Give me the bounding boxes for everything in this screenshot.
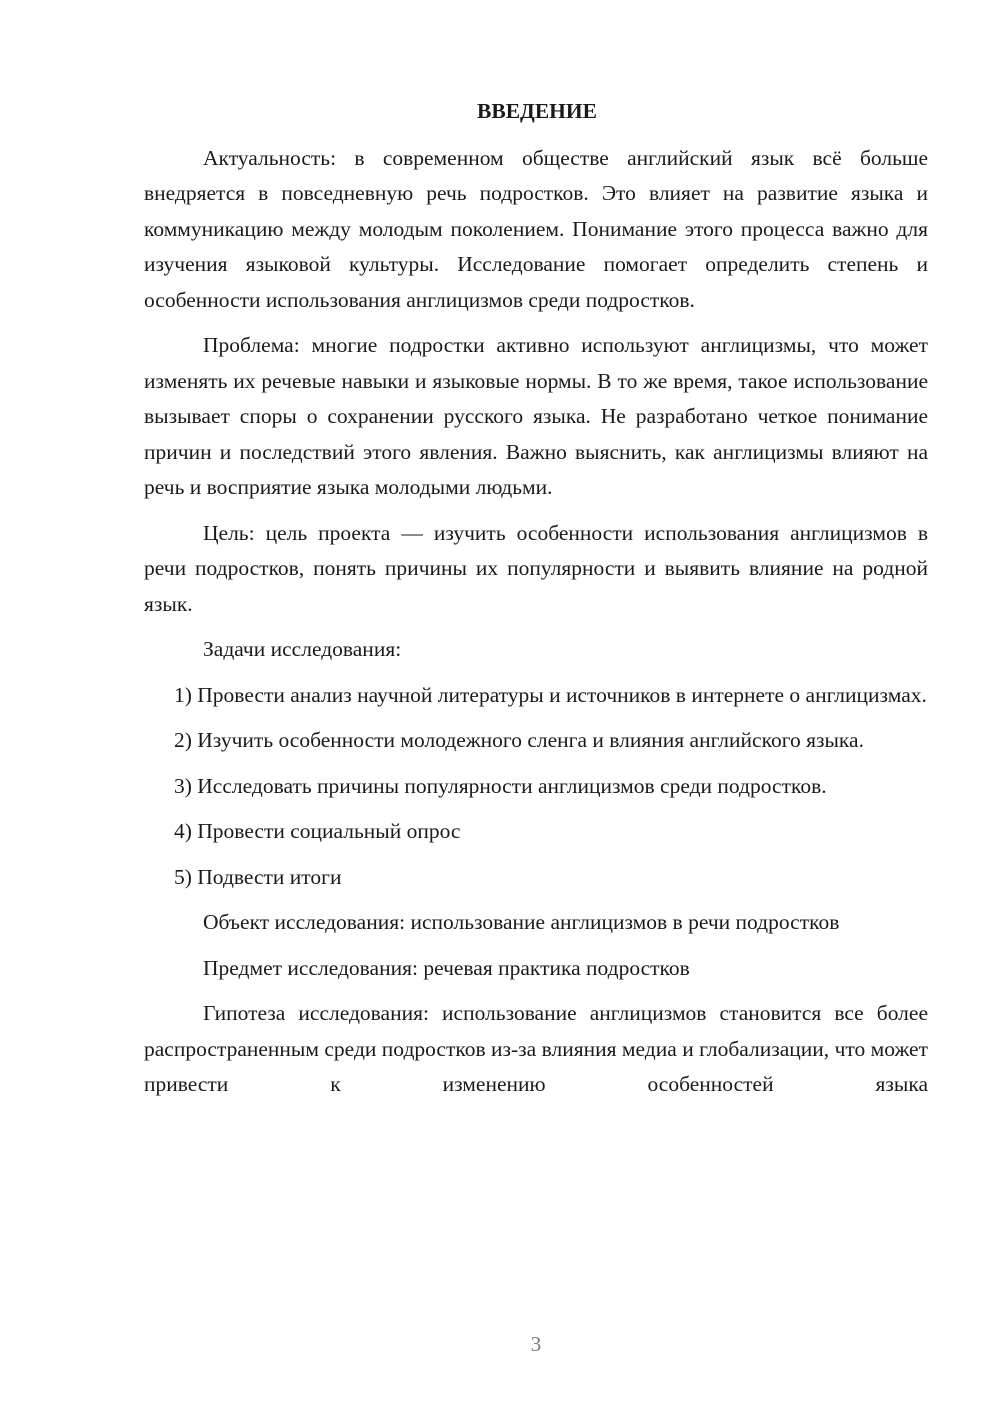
task-item-3: 3) Исследовать причины популярности англицизмов среди подростков. <box>174 773 827 798</box>
section-heading: ВВЕДЕНИЕ <box>477 99 597 123</box>
object-paragraph: Объект исследования: использование англицизмов в речи подростков <box>203 910 840 934</box>
task-item-5: 5) Подвести итоги <box>174 864 342 889</box>
page-number: 3 <box>530 1332 542 1356</box>
hypothesis-paragraph: Гипотеза исследования: использование англицизмов становится все более распространенным среди подростков из-за влияния медиа и глобализации, что может привести к изменению особенностей языка <box>144 1001 928 1096</box>
tasks-title: Задачи исследования: <box>203 637 402 661</box>
task-item-1: 1) Провести анализ научной литературы и источников в интернете о англицизмах. <box>174 682 927 707</box>
relevance-paragraph: Актуальность: в современном обществе английский язык всё больше внедряется в повседневную речь подростков. Это влияет на развитие языка и коммуникацию между молодым поколением. Понимание этого процесса важно для изучения языковой культуры. Исследование помогает определить степень и особенности использования англицизмов среди подростков. <box>144 145 928 312</box>
subject-paragraph: Предмет исследования: речевая практика подростков <box>203 955 690 980</box>
task-item-4: 4) Провести социальный опрос <box>174 819 461 843</box>
task-item-2: 2) Изучить особенности молодежного сленга и влияния английского языка. <box>174 728 864 752</box>
page-content <box>144 94 928 1113</box>
goal-paragraph: Цель: цель проекта — изучить особенности использования англицизмов в речи подростков, понять причины их популярности и выявить влияние на родной язык. <box>144 520 928 616</box>
problem-paragraph: Проблема: многие подростки активно используют англицизмы, что может изменять их речевые навыки и языковые нормы. В то же время, такое использование вызывает споры о сохранении русского языка. Не разработано четкое понимание причин и последствий этого явления. Важно выяснить, как англицизмы влияют на речь и восприятие языка молодыми людьми. <box>144 333 928 499</box>
